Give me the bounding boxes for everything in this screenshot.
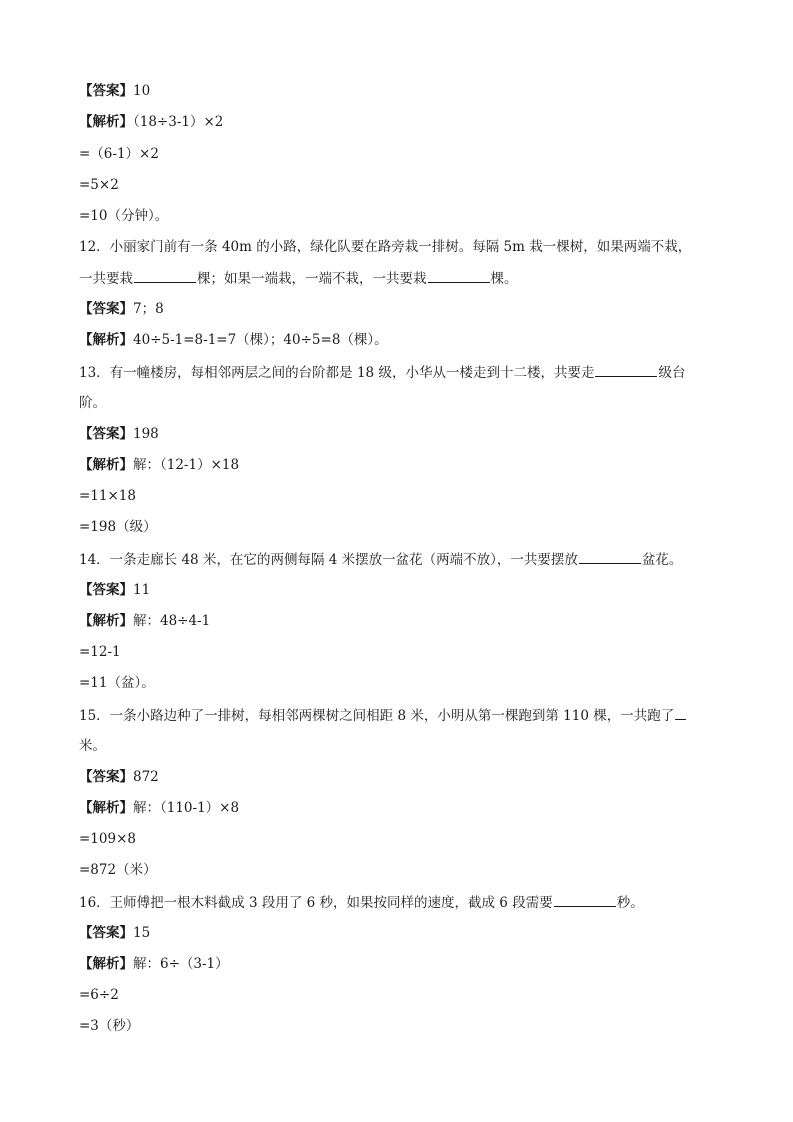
q12-answer [79,298,164,320]
q11-step-2: =5×2 [79,177,119,193]
q16-answer [79,922,150,944]
q15-answer [79,766,159,788]
answer-tag: 【答案】 [79,769,133,785]
q12-text-line-2 [79,267,518,289]
q15-text-line-1 [79,704,687,726]
answer-blank[interactable] [595,361,657,377]
q13-analysis-text: 解：（12-1）×18 [133,457,240,473]
q11-answer-value: 10 [133,83,151,99]
q15-step-2: =872（米） [79,862,157,878]
q13-answer-value: 198 [133,426,159,442]
q11-analysis-text: （18÷3-1）×2 [133,114,224,130]
q11-answer [79,80,150,102]
q14-step-2: =11（盆）。 [79,675,155,691]
q16-analysis-text: 解：6÷（3-1） [133,956,229,972]
q14-answer-value: 11 [133,582,151,598]
q16-text-part-1: 16．王师傅把一根木料截成 3 段用了 6 秒，如果按同样的速度，截成 6 段需要 [79,895,553,911]
analysis-tag: 【解析】 [79,800,133,816]
q11-step-3: =10（分钟）。 [79,208,169,224]
q16-text-line-1 [79,891,644,913]
answer-blank[interactable] [675,704,686,720]
q11-step-1: =（6-1）×2 [79,146,159,162]
analysis-tag: 【解析】 [79,332,133,348]
q14-analysis-text: 解：48÷4-1 [133,613,211,629]
q14-answer [79,579,150,601]
analysis-tag: 【解析】 [79,613,133,629]
q16-text-part-2: 秒。 [616,895,644,911]
analysis-tag: 【解析】 [79,956,133,972]
q13-analysis [79,454,239,476]
answer-blank[interactable] [554,891,616,907]
q15-text-line-2: 米。 [79,738,106,754]
answer-tag: 【答案】 [79,83,133,99]
answer-tag: 【答案】 [79,301,133,317]
q16-step-1: =6÷2 [79,987,119,1003]
q13-step-1: =11×18 [79,488,136,504]
q12-analysis [79,329,388,351]
q15-text-part-1: 15．一条小路边种了一排树，每相邻两棵树之间相距 8 米，小明从第一棵跑到第 110 棵，一共跑了 [79,708,675,724]
q14-text-line-1 [79,548,682,570]
q16-step-2: =3（秒） [79,1018,140,1034]
q12-answer-value: 7；8 [133,301,164,317]
q13-text-line-1 [79,361,685,383]
q12-text-part-1: 一共要栽 [79,271,133,287]
answer-blank[interactable] [134,267,196,283]
q15-step-1: =109×8 [79,831,136,847]
analysis-tag: 【解析】 [79,114,133,130]
answer-blank[interactable] [579,548,641,564]
q14-text-part-1: 14．一条走廊长 48 米，在它的两侧每隔 4 米摆放一盆花（两端不放），一共要摆放 [79,552,578,568]
q16-analysis [79,953,229,975]
q11-analysis [79,111,223,133]
q14-step-1: =12-1 [79,644,121,660]
q13-step-2: =198（级） [79,519,157,535]
q13-text-part-2: 级台 [658,365,686,381]
q15-answer-value: 872 [133,769,159,785]
q12-text-part-3: 棵。 [490,271,518,287]
q15-analysis [79,797,239,819]
q12-text-part-2: 棵；如果一端栽，一端不栽，一共要栽 [197,271,427,287]
answer-tag: 【答案】 [79,426,133,442]
q12-analysis-text: 40÷5-1=8-1=7（棵）；40÷5=8（棵）。 [133,332,388,348]
analysis-tag: 【解析】 [79,457,133,473]
q15-analysis-text: 解：（110-1）×8 [133,800,240,816]
answer-tag: 【答案】 [79,925,133,941]
q13-text-part-1: 13．有一幢楼房，每相邻两层之间的台阶都是 18 级，小华从一楼走到十二楼，共要走 [79,365,595,381]
q16-answer-value: 15 [133,925,151,941]
q13-answer [79,423,159,445]
q13-text-line-2: 阶。 [79,395,106,411]
answer-tag: 【答案】 [79,582,133,598]
answer-blank[interactable] [428,267,490,283]
q14-analysis [79,610,210,632]
q12-text-line-1: 12．小丽家门前有一条 40m 的小路，绿化队要在路旁栽一排树。每隔 5m 栽一棵树，如果两端不栽， [79,239,692,255]
q14-text-part-2: 盆花。 [641,552,683,568]
